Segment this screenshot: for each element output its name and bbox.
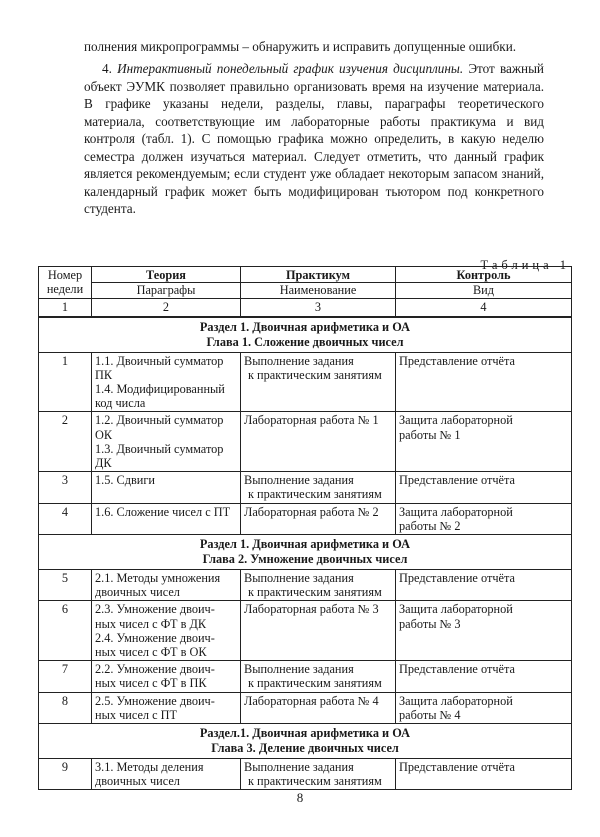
- chapter-title: Глава 3. Деление двоичных чисел: [211, 741, 399, 756]
- control-cell-line: Представление отчёта: [399, 571, 515, 586]
- control-cell-line: Представление отчёта: [399, 662, 515, 677]
- paragraph-body: Этот важный объект ЭУМК позволяет правильно организовать время на изучение материала. В графике указаны недели, разделы, главы, параграфы теоретического материала, соответствующие им лабораторные работы практикума и вид контроля (табл. 1). С помощью графика можно определить, в какую неделю семестра должен изучаться материал. Следует отметить, что данный график является рекомендуемым; если студент уже обладает некоторым запасом знаний, календарный график может быть модифицирован тьютором под конкретного студента.: [84, 61, 544, 216]
- theory-cell: [92, 692, 241, 723]
- control-cell: [396, 412, 572, 472]
- control-cell-line: работы № 4: [399, 707, 461, 722]
- practice-cell: [241, 412, 396, 472]
- section-heading-row: [39, 535, 572, 570]
- index-cell: 2: [92, 299, 241, 317]
- chapter-title: Глава 2. Умножение двоичных чисел: [202, 552, 408, 567]
- practice-cell: [241, 692, 396, 723]
- table-row: [39, 661, 572, 692]
- theory-cell-line: ных чисел с ФТ в ДК: [95, 616, 207, 631]
- theory-cell: [92, 759, 241, 790]
- header-practice: Практикум: [241, 267, 396, 283]
- theory-cell: [92, 601, 241, 661]
- control-cell: [396, 570, 572, 601]
- week-number-cell: 1: [39, 352, 92, 412]
- index-cell: 1: [39, 299, 92, 317]
- paragraph-continuation: полнения микропрограммы – обнаружить и исправить допущенные ошибки.: [84, 39, 517, 54]
- practice-cell-line: к практическим занятиям: [248, 676, 382, 691]
- index-cell: 3: [241, 299, 396, 317]
- week-number-cell: 2: [39, 412, 92, 472]
- theory-cell: [92, 503, 241, 534]
- table-subheader-row: [39, 283, 572, 299]
- theory-cell-line: 2.2. Умножение двоич-: [95, 662, 215, 677]
- control-cell-line: работы № 2: [399, 518, 461, 533]
- table-row: [39, 570, 572, 601]
- header-control: Контроль: [396, 267, 572, 283]
- table-row: [39, 412, 572, 472]
- week-number-cell: 9: [39, 759, 92, 790]
- theory-cell-line: ных чисел с ПТ: [95, 707, 178, 722]
- table-row: [39, 692, 572, 723]
- table-row: [39, 601, 572, 661]
- control-cell: [396, 661, 572, 692]
- table-row: [39, 352, 572, 412]
- chapter-title: Глава 1. Сложение двоичных чисел: [206, 334, 404, 349]
- theory-cell-line: 1.3. Двоичный сумматор ДК: [95, 441, 224, 471]
- week-number-cell: 3: [39, 472, 92, 503]
- week-number-cell: 4: [39, 503, 92, 534]
- theory-cell-line: 1.4. Модифицированный код числа: [95, 382, 225, 411]
- theory-cell-line: 3.1. Методы деления: [95, 760, 204, 775]
- practice-cell-line: Лабораторная работа № 4: [244, 693, 379, 708]
- section-heading: [39, 724, 572, 759]
- control-cell: [396, 352, 572, 412]
- table-header-row: [39, 267, 572, 283]
- section-heading: [39, 535, 572, 570]
- practice-cell-line: Лабораторная работа № 2: [244, 504, 379, 519]
- practice-cell-line: Лабораторная работа № 1: [244, 413, 379, 428]
- practice-cell-line: к практическим занятиям: [248, 487, 382, 502]
- theory-cell-line: двоичных чисел: [95, 774, 180, 789]
- practice-cell: [241, 759, 396, 790]
- control-cell: [396, 503, 572, 534]
- theory-cell: [92, 472, 241, 503]
- practice-cell-line: к практическим занятиям: [248, 585, 382, 600]
- theory-cell-line: 2.3. Умножение двоич-: [95, 602, 215, 617]
- control-cell: [396, 692, 572, 723]
- control-cell-line: Представление отчёта: [399, 353, 515, 368]
- control-cell-line: Защита лабораторной: [399, 693, 513, 708]
- week-number-cell: 8: [39, 692, 92, 723]
- table-caption: Таблица 1: [480, 258, 570, 272]
- theory-cell-line: 2.1. Методы умножения: [95, 571, 221, 586]
- practice-cell-line: к практическим занятиям: [248, 367, 382, 382]
- section-heading-row: [39, 317, 572, 353]
- theory-cell-line: 1.6. Сложение чисел с ПТ: [95, 504, 231, 519]
- table-row: [39, 472, 572, 503]
- theory-cell-line: двоичных чисел: [95, 585, 180, 600]
- week-number-cell: 7: [39, 661, 92, 692]
- control-cell-line: Защита лабораторной: [399, 602, 513, 617]
- theory-cell: [92, 412, 241, 472]
- week-number-cell: 5: [39, 570, 92, 601]
- theory-cell-line: ных чисел с ФТ в ОК: [95, 645, 207, 660]
- index-cell: 4: [396, 299, 572, 317]
- control-cell: [396, 472, 572, 503]
- control-cell: [396, 601, 572, 661]
- section-title: Раздел.1. Двоичная арифметика и ОА: [199, 726, 411, 741]
- header-week-number: Номер недели: [39, 267, 92, 299]
- subheader-practice: Наименование: [241, 283, 396, 299]
- paragraph-number: 4.: [102, 61, 112, 76]
- practice-cell-line: Выполнение задания: [244, 473, 354, 488]
- practice-cell-line: Выполнение задания: [244, 760, 354, 775]
- theory-cell-line: 2.5. Умножение двоич-: [95, 693, 215, 708]
- header-theory: Теория: [92, 267, 241, 283]
- practice-cell: [241, 601, 396, 661]
- practice-cell: [241, 472, 396, 503]
- theory-cell: [92, 661, 241, 692]
- paragraph-italic-heading: Интерактивный понедельный график изучения дисциплины.: [117, 61, 464, 76]
- practice-cell: [241, 661, 396, 692]
- practice-cell-line: к практическим занятиям: [248, 774, 382, 789]
- section-title: Раздел 1. Двоичная арифметика и ОА: [199, 537, 411, 552]
- theory-cell-line: ных чисел с ФТ в ПК: [95, 676, 207, 691]
- section-title: Раздел 1. Двоичная арифметика и ОА: [199, 319, 411, 334]
- control-cell-line: работы № 3: [399, 616, 461, 631]
- subheader-control: Вид: [396, 283, 572, 299]
- theory-cell-line: 1.5. Сдвиги: [95, 473, 155, 488]
- section-heading: [39, 317, 572, 353]
- theory-cell: [92, 570, 241, 601]
- theory-cell: [92, 352, 241, 412]
- theory-cell-line: 1.2. Двоичный сумматор ОК: [95, 413, 224, 442]
- practice-cell-line: Выполнение задания: [244, 662, 354, 677]
- practice-cell-line: Выполнение задания: [244, 571, 354, 586]
- control-cell-line: Защита лабораторной: [399, 504, 513, 519]
- table-index-row: [39, 299, 572, 317]
- control-cell-line: Представление отчёта: [399, 760, 515, 775]
- practice-cell-line: Выполнение задания: [244, 353, 354, 368]
- control-cell-line: Представление отчёта: [399, 473, 515, 488]
- week-number-cell: 6: [39, 601, 92, 661]
- control-cell: [396, 759, 572, 790]
- section-heading-row: [39, 724, 572, 759]
- control-cell-line: Защита лабораторной: [399, 413, 513, 428]
- practice-cell: [241, 570, 396, 601]
- table-row: [39, 759, 572, 790]
- practice-cell: [241, 503, 396, 534]
- subheader-theory: Параграфы: [92, 283, 241, 299]
- practice-cell-line: Лабораторная работа № 3: [244, 602, 379, 617]
- control-cell-line: работы № 1: [399, 427, 461, 442]
- practice-cell: [241, 352, 396, 412]
- theory-cell-line: 1.1. Двоичный сумматор ПК: [95, 353, 224, 382]
- table-row: [39, 503, 572, 534]
- schedule-table: [38, 266, 572, 790]
- page-number: 8: [296, 790, 304, 805]
- theory-cell-line: 2.4. Умножение двоич-: [95, 630, 215, 645]
- paragraph-schedule-intro: [84, 60, 544, 218]
